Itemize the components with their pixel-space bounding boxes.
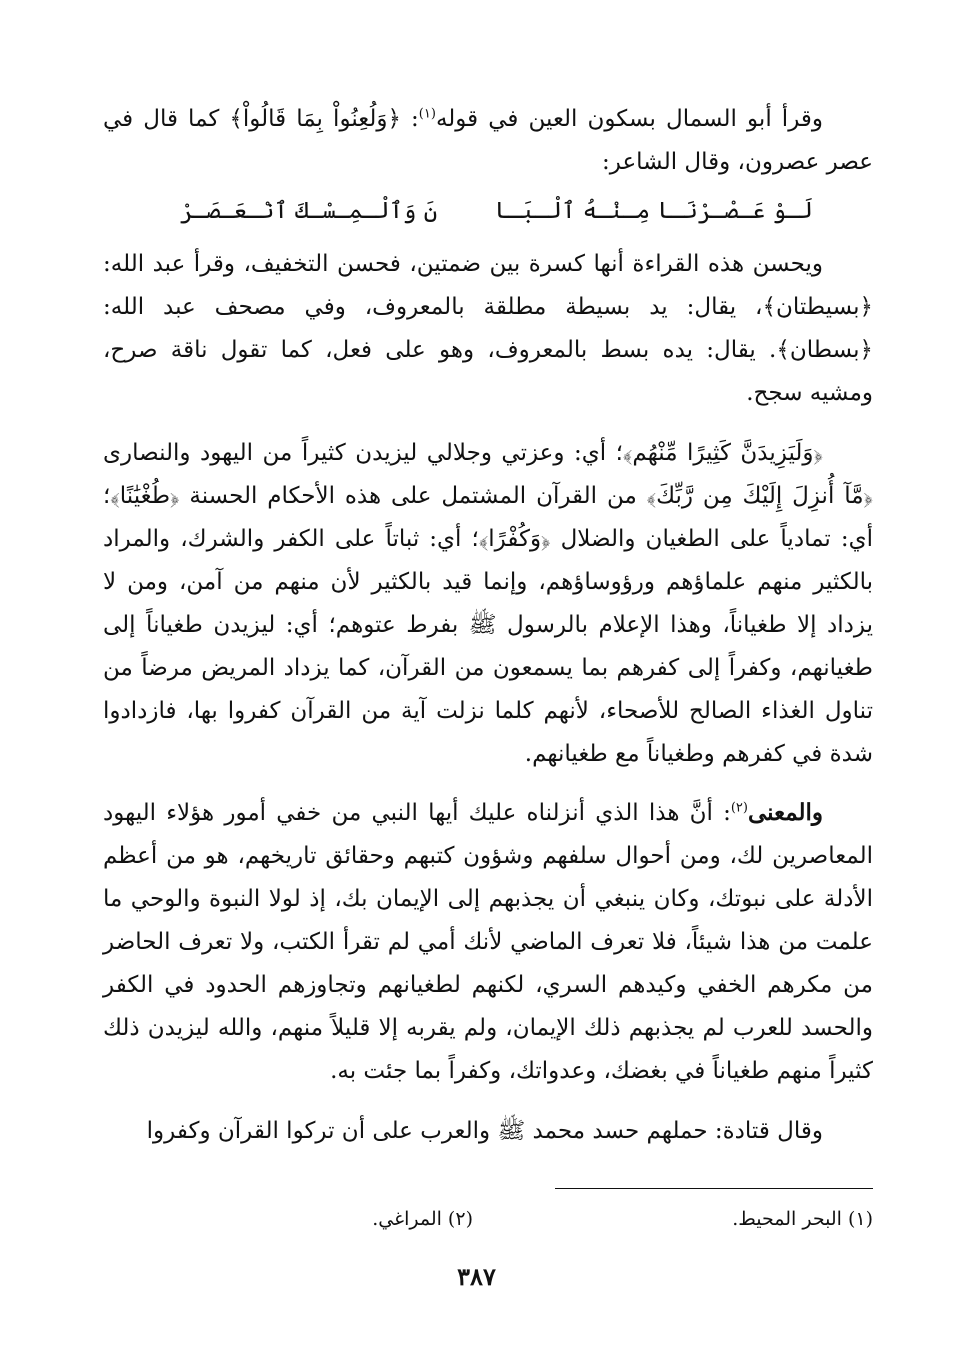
paragraph-3: ﴿وَلَيَزِيدَنَّ كَثِيرًا مِّنْهُم﴾؛ أي: وعزتي وجلالي ليزيدن كثيراً من اليهود والنصارى ﴿مَّآ أُنزِلَ إِلَيْكَ مِن رَّبِّكَ﴾ من القرآن المشتمل على هذه الأحكام الحسنة ﴿طُغْيَٰنًا﴾؛ أي: تمادياً على الطغيان والضلال ﴿وَكُفْرًا﴾؛ أي: ثباتاً على الكفر والشرك، والمراد بالكثير منهم علماؤهم ورؤوساؤهم، وإنما قيد بالكثير لأن منهم من آمن، ومن لا يزداد إلا طغياناً، وهذا الإعلام بالرسول ﷺ بفرط عتوهم؛ أي: ليزيدن طغياناً إلى طغيانهم، وكفراً إلى كفرهم بما يسمعون من القرآن، كما يزداد المريض مرضاً من تناول الغذاء الصالح للأصحاء، لأنهم كلما نزلت آية من القرآن كفروا بها، فازدادوا شدة في كفرهم وطغياناً مع طغيانهم.: [103, 440, 873, 767]
paragraph-2: ويحسن هذه القراءة أنها كسرة بين ضمتين، فحسن التخفيف، وقرأ عبد الله: ﴿بسيطتان﴾، يقال: يد بسيطة مطلقة بالمعروف، وفي مصحف عبد الله: ﴿بسطان﴾. يقال: يده بسط بالمعروف، وهو على فعل، كما تقول ناقة صرح، ومشيه سجح.: [103, 251, 873, 406]
footnote-ref-2: (٢): [730, 800, 748, 816]
verse-hemistich-right: لَـوْ عَـصْـرْنَـا مِـنْـهُ ٱلْـبَـا: [494, 198, 813, 224]
paragraph-1: [103, 98, 873, 184]
verse-hemistich-left: نَ وَٱلْـمِـسْـكَ ٱنْـعَـصَـرْ: [180, 198, 438, 224]
footnote-1: (١) البحر المحيط.: [732, 1208, 873, 1230]
footnote-divider: [555, 1188, 873, 1189]
poetry-verse: [180, 190, 813, 233]
paragraph-1-text-b: : ﴿وَلُعِنُواْ بِمَا قَالُواْ﴾ كما قال في عصر عصرون، وقال الشاعر:: [103, 106, 873, 175]
paragraph-1-text-a: وقرأ أبو السمال بسكون العين في قوله: [435, 106, 823, 132]
paragraph-5: وقال قتادة: حملهم حسد محمد ﷺ والعرب على أن تركوا القرآن وكفروا: [146, 1118, 823, 1144]
paragraph-4-heading: والمعنى: [747, 799, 823, 826]
paragraph-4: [103, 791, 873, 1093]
footnote-2: (٢) المراغي.: [372, 1208, 473, 1230]
page-number: ٣٨٧: [457, 1262, 496, 1291]
paragraph-4-text: : أنَّ هذا الذي أنزلناه عليك أيها النبي من خفي أمور هؤلاء اليهود المعاصرين لك، ومن أحوال سلفهم وشؤون كتبهم وحقائق تاريخهم، هو من أعظم الأدلة على نبوتك، وكان ينبغي أن يجذبهم إلى الإيمان بك، إذ لولا النبوة والوحي ما علمت من هذا شيئاً، فلا تعرف الماضي لأنك أمي لم تقرأ الكتب، ولا تعرف الحاضر من مكرهم الخفي وكيدهم السري، لكنهم لطغيانهم وتجاوزهم الحدود في الكفر والحسد للعرب لم يجذبهم ذلك الإيمان، ولم يقربه إلا قليلاً منهم، والله ليزيدن ذلك كثيراً منهم طغياناً في بغضك، وعدواتك، وكفراً بما جئت به.: [103, 800, 873, 1084]
footnote-ref-1: (١): [418, 106, 436, 122]
